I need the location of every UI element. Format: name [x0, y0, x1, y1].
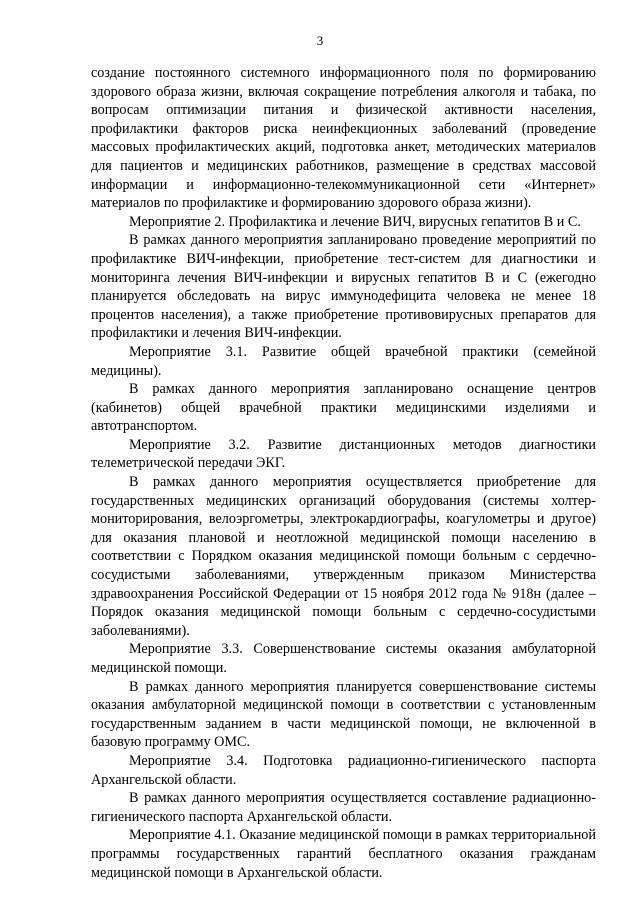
paragraph-measure-4-1-heading: Мероприятие 4.1. Оказание медицинской помощи в рамках территориальной программы государственных гарантий бесплатного оказания гражданам медицинской помощи в Архангельской области. — [91, 827, 596, 881]
document-body — [91, 64, 596, 882]
paragraph-measure-3-3-description: В рамках данного мероприятия планируется совершенствование системы оказания амбулаторной медицинской помощи в соответствии с установленным государственным заданием в части медицинской помощи, не включенной в базовую программу ОМС. — [91, 678, 596, 751]
paragraph-continuation: создание постоянного системного информационного поля по формированию здорового образа жизни, включая сокращение потребления алкоголя и табака, по вопросам оптимизации питания и физической активности населения, профилактики факторов риска неинфекционных заболеваний (проведение массовых профилактических акций, подготовка анкет, методических материалов для пациентов и медицинских работников, размещение в средствах массовой информации и информационно-телекоммуникационной сети «Интернет» материалов по профилактике и формированию здорового образа жизни). — [91, 65, 596, 212]
paragraph-measure-3-4-heading: Мероприятие 3.4. Подготовка радиационно-гигиенического паспорта Архангельской области. — [91, 752, 596, 788]
paragraph-measure-3-4-description: В рамках данного мероприятия осуществляется составление радиационно-гигиенического паспорта Архангельской области. — [91, 790, 596, 825]
paragraph-measure-3-2-description: В рамках данного мероприятия осуществляется приобретение для государственных медицинских организаций оборудования (системы холтер-мониторирования, велоэргометры, электрокардиографы, коагулометры и другое) для оказания плановой и неотложной медицинской помощи населению в соответствии с Порядком оказания медицинской помощи больным с сердечно-сосудистыми заболеваниями, утвержденным приказом Министерства здравоохранения Российской Федерации от 15 ноября 2012 года № 918н (далее – Порядок оказания медицинской помощи больным с сердечно-сосудистыми заболеваниями). — [91, 474, 596, 639]
paragraph-measure-3-3-heading: Мероприятие 3.3. Совершенствование системы оказания амбулаторной медицинской помощи. — [91, 641, 596, 676]
paragraph-measure-3-1-heading: Мероприятие 3.1. Развитие общей врачебной практики (семейной медицины). — [91, 343, 596, 379]
page-number: 3 — [316, 33, 324, 48]
paragraph-measure-2-heading: Мероприятие 2. Профилактика и лечение ВИЧ, вирусных гепатитов В и С. — [129, 213, 581, 230]
paragraph-measure-2-description: В рамках данного мероприятия запланировано проведение мероприятий по профилактике ВИЧ-инфекции, приобретение тест-систем для диагностики и мониторинга лечения ВИЧ-инфекции и вирусных гепатитов В и С (ежегодно планируется обследовать на вирус иммунодефицита человека не менее 18 процентов населения), а также приобретение противовирусных препаратов для профилактики и лечения ВИЧ-инфекции. — [91, 232, 596, 342]
paragraph-measure-3-2-heading: Мероприятие 3.2. Развитие дистанционных методов диагностики телеметрической передачи ЭКГ. — [91, 436, 596, 472]
paragraph-measure-3-1-description: В рамках данного мероприятия запланировано оснащение центров (кабинетов) общей врачебной практики медицинскими изделиями и автотранспортом. — [91, 381, 596, 435]
